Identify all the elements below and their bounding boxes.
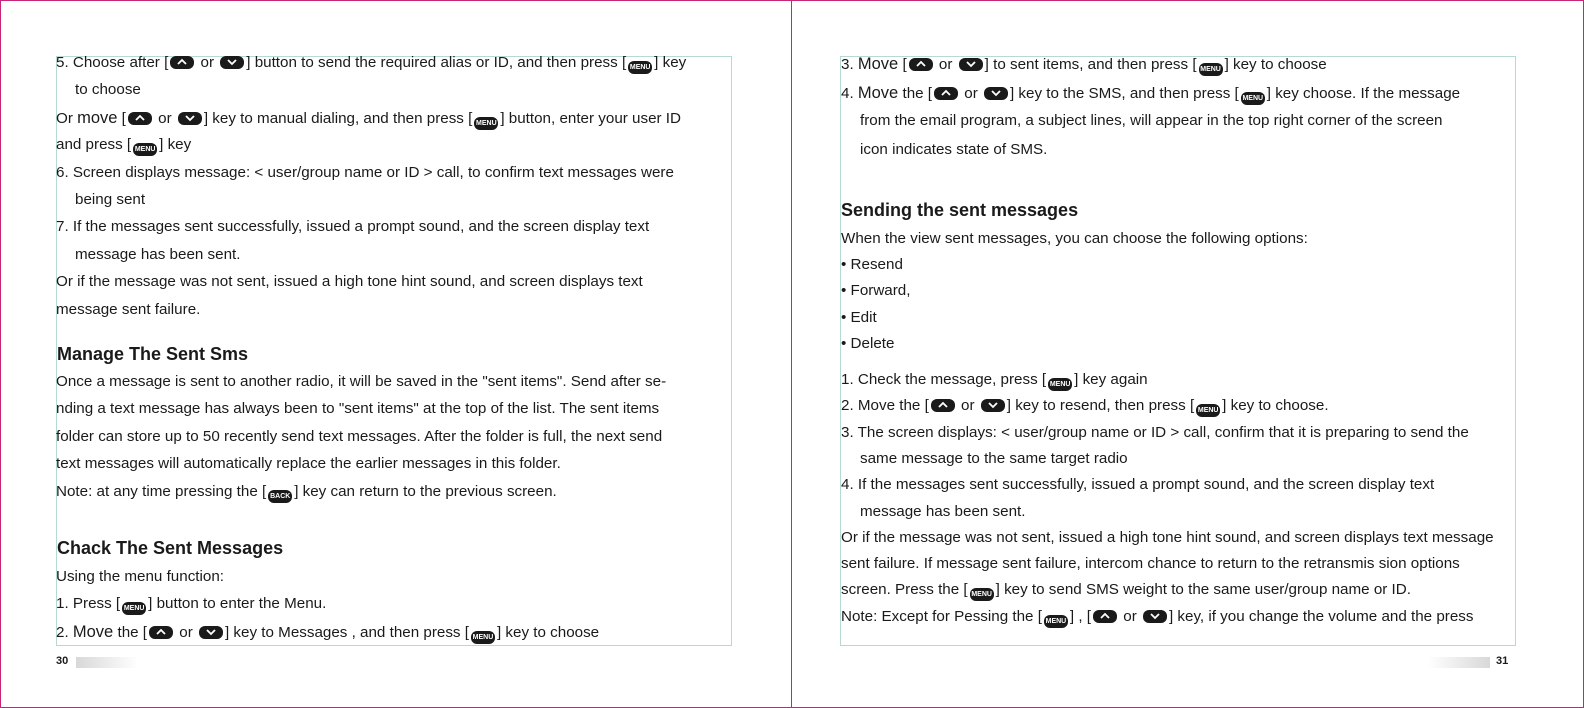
menu-key-icon: MENU <box>1196 404 1220 417</box>
move-word: Move <box>857 55 899 73</box>
right-steps-line-2: 3. The screen displays: < user/group name or ID > call, confirm that it is preparing to send the <box>841 423 1469 441</box>
menu-key-icon: MENU <box>628 61 652 74</box>
back-key-icon: BACK <box>268 490 292 503</box>
chevron-up-icon <box>931 399 955 412</box>
left-intro-line-4: 6. Screen displays message: < user/group name or ID > call, to confirm text messages were <box>56 163 674 181</box>
left-intro-line-5: being sent <box>75 191 146 208</box>
chevron-up-icon <box>170 56 194 69</box>
chevron-down-icon <box>1143 610 1167 623</box>
left-intro-line-6: 7. If the messages sent successfully, issued a prompt sound, and the screen display text <box>56 218 650 236</box>
left-check-line-2: 2. Move the [ or ] key to Messages , and then press [ MENU ] key to choose <box>56 623 599 644</box>
menu-key-icon: MENU <box>970 588 994 601</box>
chevron-up-icon <box>149 626 173 639</box>
menu-key-icon: MENU <box>1199 63 1223 76</box>
right-steps-line-4: 4. If the messages sent successfully, issued a prompt sound, and the screen display text <box>841 476 1435 494</box>
left-check-line-1: 1. Press [ MENU ] button to enter the Menu. <box>56 595 326 615</box>
menu-key-icon: MENU <box>133 143 157 156</box>
left-manage-line-4: Note: at any time pressing the [ BACK ] key can return to the previous screen. <box>56 483 557 503</box>
menu-key-icon: MENU <box>471 631 495 644</box>
heading-check-sent-messages: Chack The Sent Messages <box>57 538 284 558</box>
heading-manage-sent-sms: Manage The Sent Sms <box>57 344 249 364</box>
move-word: Move <box>72 622 114 641</box>
right-steps-line-6: Or if the message was not sent, issued a high tone hint sound, and screen displays text message <box>841 528 1494 546</box>
chevron-up-icon <box>934 87 958 100</box>
chevron-down-icon <box>199 626 223 639</box>
page-number-left: 30 <box>56 655 69 667</box>
page-number-right: 31 <box>1496 655 1509 667</box>
page-divider <box>791 0 792 708</box>
heading-sending-sent-messages: Sending the sent messages <box>841 200 1079 220</box>
right-intro-line-3: icon indicates state of SMS. <box>860 140 1048 158</box>
left-intro-line-9: message sent failure. <box>56 300 201 318</box>
chevron-down-icon <box>984 87 1008 100</box>
chevron-up-icon <box>128 112 152 125</box>
right-steps-line-5: message has been sent. <box>860 502 1026 520</box>
left-intro-line-3: and press [ MENU ] key <box>56 136 191 156</box>
footer-bar-left <box>76 657 138 668</box>
menu-key-icon: MENU <box>1241 92 1265 105</box>
right-intro-line-1: 4. Move the [ or ] key to the SMS, and then press [ MENU ] key choose. If the message <box>841 84 1460 105</box>
chevron-down-icon <box>959 58 983 71</box>
move-word: Move <box>857 83 899 102</box>
chevron-down-icon <box>178 112 202 125</box>
footer-bar-right <box>1428 657 1490 668</box>
right-options-line-1: • Resend <box>841 256 903 274</box>
right-steps-line-9: Note: Except for Pessing the [ MENU ] , [ or ] key, if you change the volume and the press <box>841 608 1473 628</box>
right-steps-line-7: sent failure. If message sent failure, intercom chance to return to the retransmis sion options <box>841 555 1460 573</box>
menu-key-icon: MENU <box>474 117 498 130</box>
move-word: move <box>77 108 118 127</box>
right-steps-line-3: same message to the same target radio <box>860 449 1128 467</box>
menu-key-icon: MENU <box>1048 378 1072 391</box>
right-steps-line-1: 2. Move the [ or ] key to resend, then press [ MENU ] key to choose. <box>841 397 1329 417</box>
right-options-line-0: When the view sent messages, you can choose the following options: <box>841 230 1308 247</box>
left-manage-line-2: folder can store up to 50 recently send text messages. After the folder is full, the next send <box>56 427 663 445</box>
left-intro-line-2: Or move [ or ] key to manual dialing, and then press [ MENU ] button, enter your user ID <box>56 109 681 130</box>
left-check-line-0: Using the menu function: <box>56 568 225 585</box>
right-options-line-4: • Delete <box>841 334 895 352</box>
left-manage-line-1: nding a text message has always been to "sent items" at the top of the list. The sent items <box>56 400 660 418</box>
chevron-up-icon <box>1093 610 1117 623</box>
chevron-down-icon <box>981 399 1005 412</box>
right-options-line-3: • Edit <box>841 308 877 326</box>
chevron-down-icon <box>220 56 244 69</box>
right-intro-line-2: from the email program, a subject lines, will appear in the top right corner of the screen <box>860 112 1443 129</box>
chevron-up-icon <box>909 58 933 71</box>
right-options-line-2: • Forward, <box>841 282 911 300</box>
menu-key-icon: MENU <box>122 602 146 615</box>
left-manage-line-3: text messages will automatically replace the earlier messages in this folder. <box>56 455 561 473</box>
right-steps-line-8: screen. Press the [ MENU ] key to send SMS weight to the same user/group name or ID. <box>841 581 1411 601</box>
right-steps-line-0: 1. Check the message, press [ MENU ] key again <box>841 371 1148 391</box>
left-intro-line-1: to choose <box>75 81 141 99</box>
menu-key-icon: MENU <box>1044 615 1068 628</box>
left-intro-line-8: Or if the message was not sent, issued a high tone hint sound, and screen displays text <box>56 273 643 291</box>
left-intro-line-7: message has been sent. <box>75 245 241 263</box>
left-intro-line-0: 5. Choose after [ or ] button to send the required alias or ID, and then press [ MENU ] key <box>56 54 686 74</box>
left-manage-line-0: Once a message is sent to another radio, it will be saved in the "sent items". Send after se- <box>56 373 667 390</box>
right-intro-line-0: 3. Move [ or ] to sent items, and then press [ MENU ] key to choose <box>841 55 1327 76</box>
